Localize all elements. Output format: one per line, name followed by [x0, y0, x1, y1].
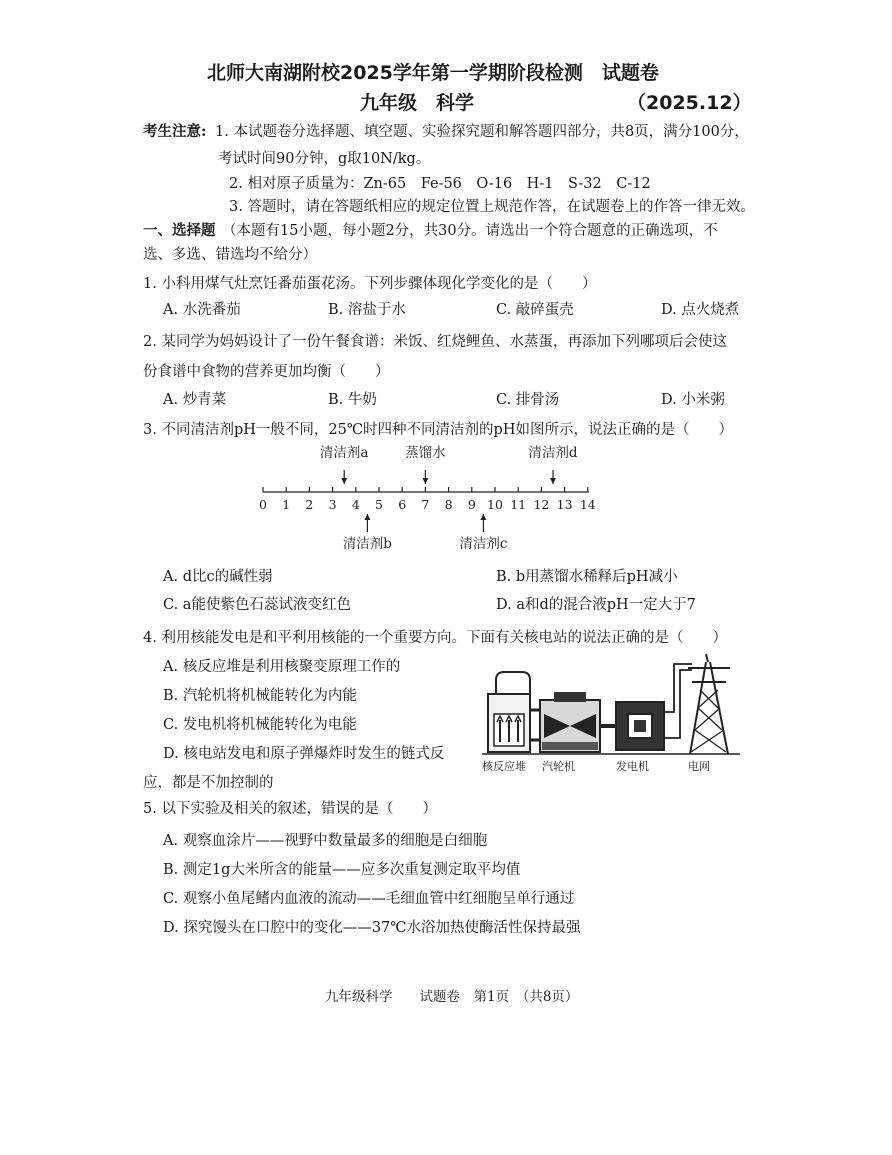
notice-line-1b: 考试时间90分钟，g取10N/kg。	[218, 151, 431, 167]
ph-tick-label: 14	[579, 497, 596, 512]
notice-line-1: 1. 本试题卷分选择题、填空题、实验探究题和解答题四部分，共8页，满分100分，	[215, 124, 749, 140]
q4-option-c: C. 发电机将机械能转化为电能	[163, 717, 357, 733]
q4-option-b: B. 汽轮机将机械能转化为内能	[163, 688, 357, 704]
ph-marker-arrowhead	[550, 478, 556, 484]
q3-stem: 3. 不同清洁剂pH一般不同，25℃时四种不同清洁剂的pH如图所示，说法正确的是（ ）	[143, 422, 733, 438]
ph-marker-arrowhead	[364, 514, 370, 520]
ph-marker-label: 清洁剂c	[459, 536, 508, 552]
q3-option-a: A. d比c的碱性弱	[163, 569, 273, 585]
label-generator: 发电机	[616, 760, 649, 773]
ph-tick-label: 10	[487, 497, 503, 512]
q3-option-c: C. a能使紫色石蕊试液变红色	[163, 597, 351, 613]
ph-tick-label: 6	[398, 497, 407, 512]
exam-title: 北师大南湖附校2025学年第一学期阶段检测 试题卷	[207, 62, 659, 84]
q2-option-c: C. 排骨汤	[496, 392, 560, 408]
ph-marker-label: 清洁剂a	[319, 445, 369, 461]
ph-tick-label: 1	[282, 497, 291, 512]
q3-option-b: B. b用蒸馏水稀释后pH减小	[496, 569, 678, 585]
generator-icon	[616, 702, 664, 750]
ph-tick-label: 8	[444, 497, 453, 512]
ph-scale-diagram	[240, 440, 620, 558]
ph-marker-arrowhead	[480, 514, 486, 520]
reactor-icon	[488, 672, 530, 752]
q5-stem: 5. 以下实验及相关的叙述，错误的是（ ）	[143, 801, 437, 817]
notice-label: 考生注意:	[143, 123, 207, 140]
ph-tick-label: 3	[328, 497, 337, 512]
q1-option-b: B. 溶盐于水	[328, 302, 406, 318]
label-reactor: 核反应堆	[482, 760, 526, 773]
q4-stem: 4. 利用核能发电是和平利用核能的一个重要方向。下面有关核电站的说法正确的是（ ）	[143, 630, 727, 646]
q5-option-c: C. 观察小鱼尾鳍内血液的流动——毛细血管中红细胞呈单行通过	[163, 891, 575, 907]
ph-tick-label: 11	[510, 497, 527, 512]
label-turbine: 汽轮机	[542, 760, 575, 773]
ph-tick-label: 9	[467, 497, 476, 512]
notice-line-3: 3. 答题时，请在答题纸相应的规定位置上规范作答，在试题卷上的作答一律无效。	[229, 199, 755, 215]
q2-stem-1: 2. 某同学为妈妈设计了一份午餐食谱：米饭、红烧鲤鱼、水蒸蛋，再添加下列哪项后会使这	[143, 334, 727, 350]
ph-tick-label: 5	[375, 497, 383, 512]
q2-option-b: B. 牛奶	[328, 392, 377, 408]
ph-tick-label: 0	[259, 497, 267, 512]
ph-marker-arrowhead	[422, 478, 428, 484]
ph-marker-label: 蒸馏水	[405, 445, 446, 461]
q1-option-d: D. 点火烧煮	[661, 302, 740, 318]
q1-option-c: C. 敲碎蛋壳	[496, 302, 574, 318]
q4-option-d-line1: D. 核电站发电和原子弹爆炸时发生的链式反	[163, 746, 445, 762]
ph-tick-label: 2	[305, 497, 314, 512]
ph-tick-label: 4	[351, 497, 360, 512]
q5-option-b: B. 测定1g大米所含的能量——应多次重复测定取平均值	[163, 862, 521, 878]
q2-stem-2: 份食谱中食物的营养更加均衡（ ）	[143, 364, 390, 380]
grade-subject: 九年级 科学	[360, 92, 475, 114]
ph-marker-arrowhead	[341, 478, 347, 484]
label-grid: 电网	[688, 760, 710, 773]
q5-option-a: A. 观察血涂片——视野中数量最多的细胞是白细胞	[163, 833, 488, 849]
section-desc-2: 选、多选、错选均不给分）	[143, 247, 317, 263]
ph-marker-label: 清洁剂b	[342, 536, 392, 552]
ph-tick-label: 12	[533, 497, 550, 512]
ph-marker-label: 清洁剂d	[528, 445, 578, 461]
section-heading: 一、选择题	[143, 222, 216, 239]
ph-tick-label: 13	[556, 497, 573, 512]
notice-line-2: 2. 相对原子质量为：Zn-65 Fe-56 O-16 H-1 S-32 C-12	[229, 176, 651, 192]
q1-option-a: A. 水洗番茄	[163, 302, 241, 318]
turbine-icon	[540, 692, 600, 752]
power-tower-icon	[688, 654, 730, 754]
ph-tick-label: 7	[421, 497, 430, 512]
q1-stem: 1. 小科用煤气灶烹饪番茄蛋花汤。下列步骤体现化学变化的是（ ）	[143, 276, 597, 292]
exam-date: （2025.12）	[627, 92, 752, 114]
q2-option-d: D. 小米粥	[661, 392, 725, 408]
q2-option-a: A. 炒青菜	[163, 392, 227, 408]
q3-option-d: D. a和d的混合液pH一定大于7	[496, 597, 696, 613]
q4-option-a: A. 核反应堆是利用核聚变原理工作的	[163, 659, 401, 675]
nuclear-plant-diagram	[478, 652, 748, 774]
q4-option-d-line2: 应，都是不加控制的	[143, 775, 274, 791]
page-footer: 九年级科学 试题卷 第1页 （共8页）	[325, 989, 579, 1005]
q5-option-d: D. 探究馒头在口腔中的变化——37℃水浴加热使酶活性保持最强	[163, 920, 581, 936]
section-desc-1: （本题有15小题，每小题2分，共30分。请选出一个符合题意的正确选项，不	[222, 223, 718, 239]
